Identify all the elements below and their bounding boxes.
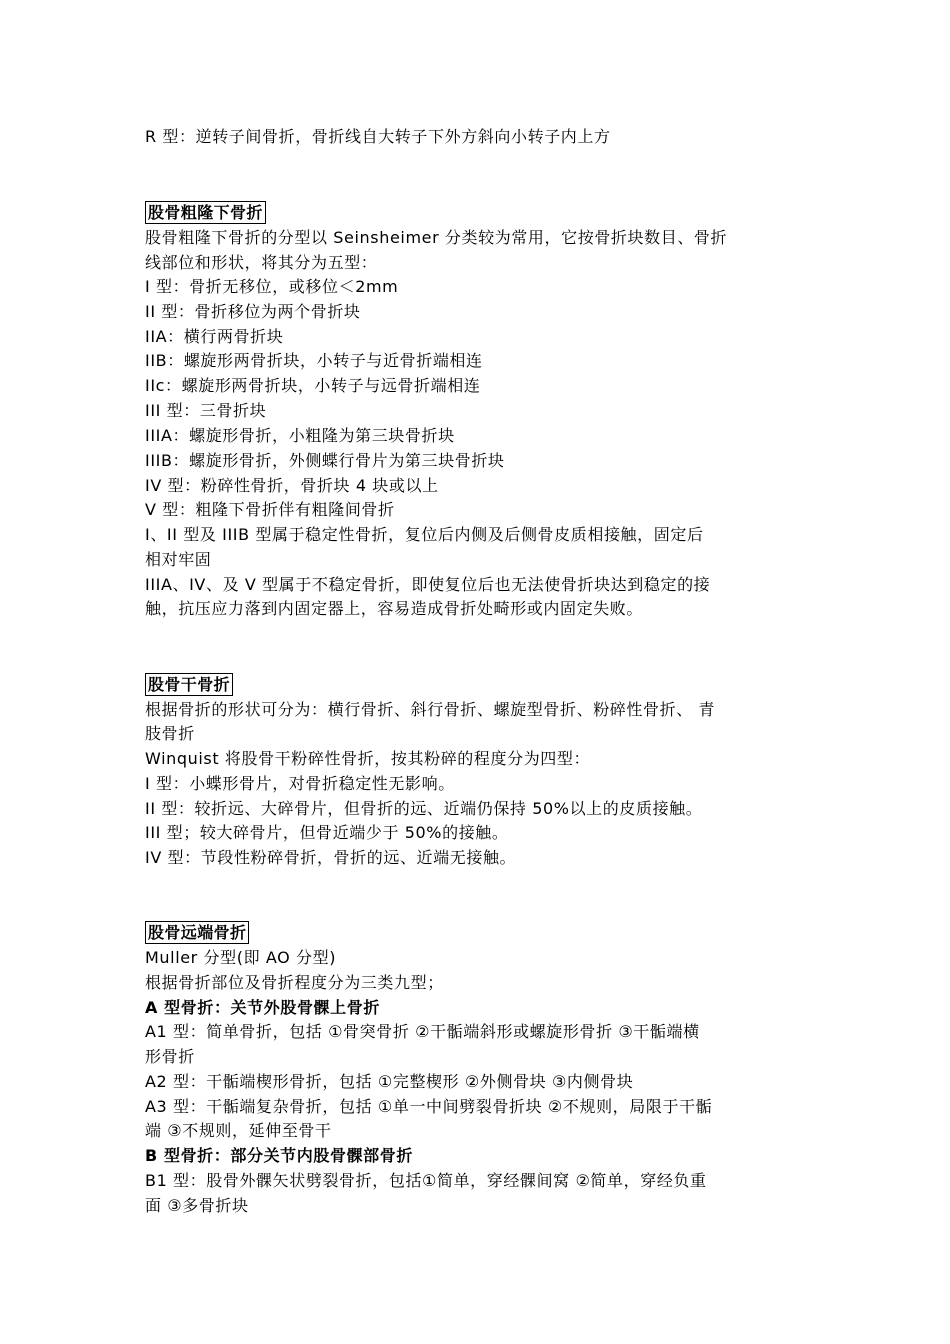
shaft-heading: 股骨干骨折 xyxy=(145,673,233,696)
subtroch-line: I、II 型及 IIIB 型属于稳定性骨折，复位后内侧及后侧骨皮质相接触，固定后 xyxy=(145,525,704,544)
shaft-line: I 型：小蝶形骨片，对骨折稳定性无影响。 xyxy=(145,774,455,793)
subtroch-line: IIB：螺旋形两骨折块，小转子与近骨折端相连 xyxy=(145,351,483,370)
subtroch-heading: 股骨粗隆下骨折 xyxy=(145,201,266,224)
subtroch-line: IIIA：螺旋形骨折，小粗隆为第三块骨折块 xyxy=(145,426,455,445)
distal-b-title: B 型骨折：部分关节内股骨髁部骨折 xyxy=(145,1146,413,1165)
subtroch-line: II 型：骨折移位为两个骨折块 xyxy=(145,302,361,321)
subtroch-heading-row xyxy=(145,200,266,225)
subtroch-line: 股骨粗隆下骨折的分型以 Seinsheimer 分类较为常用，它按骨折块数目、骨折 xyxy=(145,228,728,247)
distal-line: 根据骨折部位及骨折程度分为三类九型； xyxy=(145,973,444,992)
distal-a-line: 端 ③不规则，延伸至骨干 xyxy=(145,1121,332,1140)
distal-a-title: A 型骨折：关节外股骨髁上骨折 xyxy=(145,998,380,1017)
subtroch-line: IV 型：粉碎性骨折，骨折块 4 块或以上 xyxy=(145,476,439,495)
subtroch-line: 触，抗压应力落到内固定器上，容易造成骨折处畸形或内固定失败。 xyxy=(145,599,644,618)
shaft-line: 肢骨折 xyxy=(145,724,195,743)
distal-heading-row xyxy=(145,920,249,945)
distal-a-line: 形骨折 xyxy=(145,1047,195,1066)
subtroch-line: 线部位和形状，将其分为五型： xyxy=(145,253,378,272)
distal-a-line: A3 型：干骺端复杂骨折，包括 ①单一中间劈裂骨折块 ②不规则，局限于干骺 xyxy=(145,1097,713,1116)
subtroch-line: IIIA、IV、及 V 型属于不稳定骨折，即使复位后也无法使骨折块达到稳定的接 xyxy=(145,575,711,594)
distal-a-line: A1 型：简单骨折，包括 ①骨突骨折 ②干骺端斜形或螺旋形骨折 ③干骺端横 xyxy=(145,1022,700,1041)
subtroch-line: 相对牢固 xyxy=(145,550,212,569)
distal-line: Muller 分型(即 AO 分型) xyxy=(145,948,337,967)
subtroch-line: IIc：螺旋形两骨折块，小转子与远骨折端相连 xyxy=(145,376,481,395)
distal-b-line: B1 型：股骨外髁矢状劈裂骨折，包括①简单，穿经髁间窝 ②简单，穿经负重 xyxy=(145,1171,707,1190)
r-type-text: R 型：逆转子间骨折，骨折线自大转子下外方斜向小转子内上方 xyxy=(145,127,611,146)
distal-a-line: A2 型：干骺端楔形骨折，包括 ①完整楔形 ②外侧骨块 ③内侧骨块 xyxy=(145,1072,634,1091)
shaft-line: IV 型：节段性粉碎骨折，骨折的远、近端无接触。 xyxy=(145,848,517,867)
subtroch-line: I 型：骨折无移位，或移位＜2mm xyxy=(145,277,399,296)
distal-heading: 股骨远端骨折 xyxy=(145,921,249,944)
shaft-heading-row xyxy=(145,672,233,697)
distal-b-line: 面 ③多骨折块 xyxy=(145,1196,249,1215)
subtroch-line: III 型：三骨折块 xyxy=(145,401,267,420)
shaft-line: 根据骨折的形状可分为：横行骨折、斜行骨折、螺旋型骨折、粉碎性骨折、 青 xyxy=(145,700,716,719)
subtroch-line: IIA：横行两骨折块 xyxy=(145,327,284,346)
subtroch-line: V 型：粗隆下骨折伴有粗隆间骨折 xyxy=(145,500,395,519)
shaft-line: II 型：较折远、大碎骨片，但骨折的远、近端仍保持 50%以上的皮质接触。 xyxy=(145,799,703,818)
shaft-line: III 型；较大碎骨片，但骨近端少于 50%的接触。 xyxy=(145,823,509,842)
shaft-line: Winquist 将股骨干粉碎性骨折，按其粉碎的程度分为四型： xyxy=(145,749,591,768)
subtroch-line: IIIB：螺旋形骨折，外侧蝶行骨片为第三块骨折块 xyxy=(145,451,505,470)
